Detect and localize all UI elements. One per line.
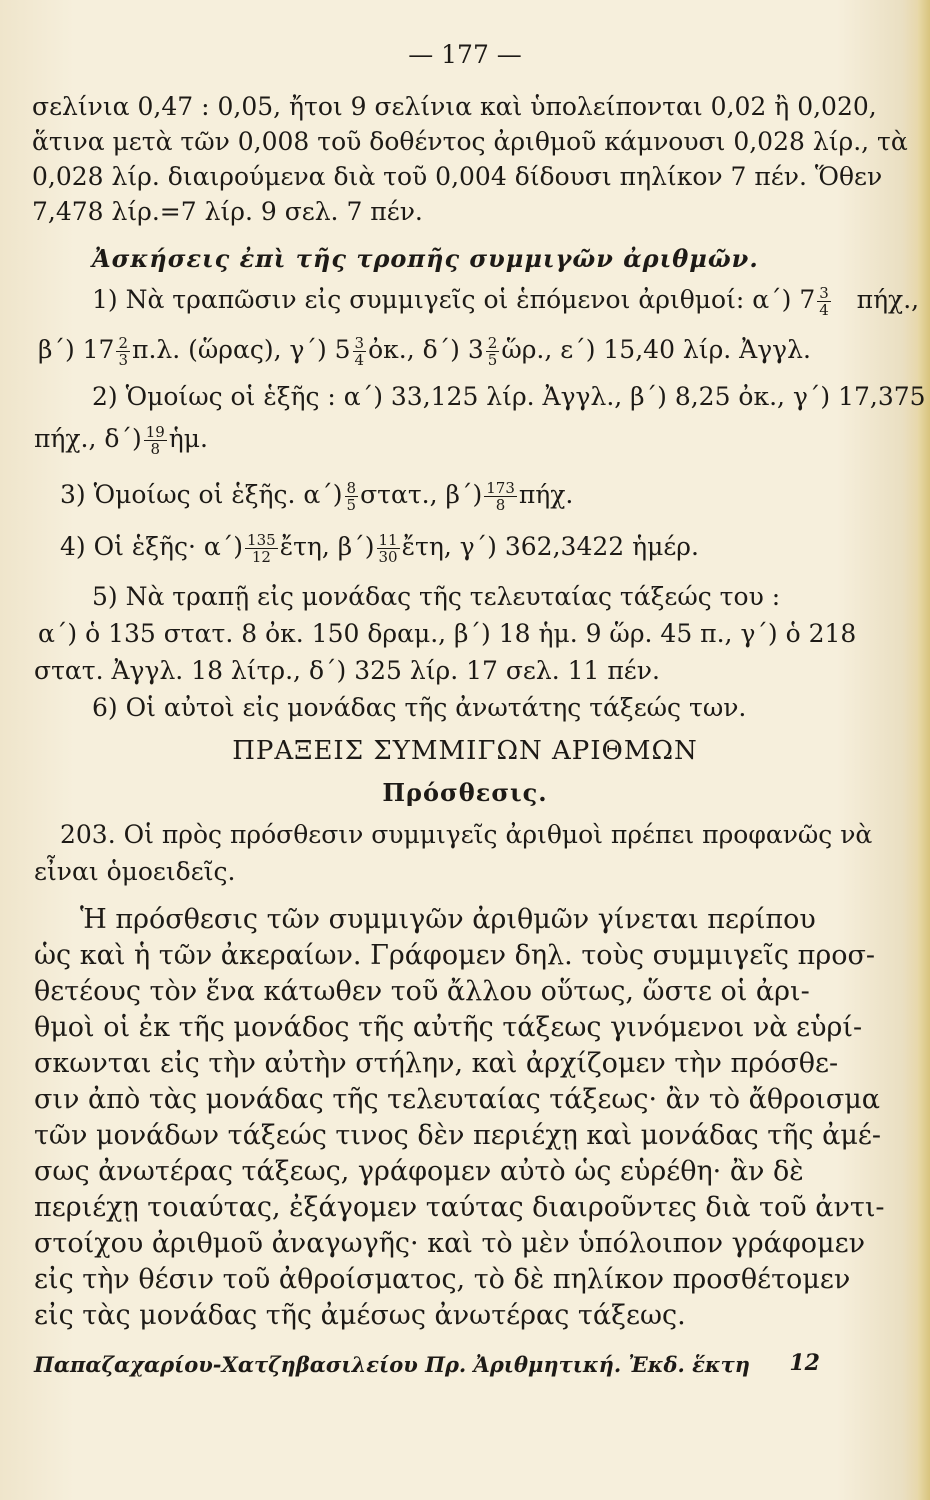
exercises-heading: Ἀσκήσεις ἐπὶ τῆς τροπῆς συμμιγῶν ἀριθμῶν. bbox=[92, 244, 759, 273]
exercise-6: 6) Οἱ αὐτοὶ εἰς μονάδας τῆς ἀνωτάτης τάξεώς των. bbox=[92, 693, 747, 722]
exercise-text: π.λ. (ὥρας), γ΄) 5 bbox=[132, 335, 351, 364]
fraction-numerator: 135 bbox=[247, 531, 276, 549]
main-paragraph-line: θμοὶ οἱ ἐκ τῆς μονάδος τῆς αὐτῆς τάξεως γινόμενοι νὰ εὑρί- bbox=[34, 1012, 863, 1043]
section-title: ΠΡΑΞΕΙΣ ΣΥΜΜΙΓΩΝ ΑΡΙΘΜΩΝ bbox=[232, 736, 698, 766]
fraction bbox=[345, 480, 359, 513]
main-paragraph-line: τῶν μονάδων τάξεώς τινος δὲν περιέχῃ καὶ μονάδας τῆς ἀμέ- bbox=[34, 1120, 881, 1151]
exercise-text: ὀκ., δ΄) 3 bbox=[368, 335, 484, 364]
paragraph-line: 0,028 λίρ. διαιρούμενα διὰ τοῦ 0,004 δίδουσι πηλίκον 7 πέν. Ὅθεν bbox=[32, 162, 883, 191]
fraction-numerator: 173 bbox=[486, 479, 515, 497]
fraction bbox=[377, 532, 400, 565]
fraction-denominator: 8 bbox=[495, 496, 506, 514]
main-paragraph-line: σιν ἀπὸ τὰς μονάδας τῆς τελευταίας τάξεως· ἂν τὸ ἄθροισμα bbox=[34, 1084, 881, 1115]
exercise-2-line-1: 2) Ὁμοίως οἱ ἑξῆς : α΄) 33,125 λίρ. Ἀγγλ., β΄) 8,25 ὀκ., γ΄) 17,375 bbox=[92, 382, 926, 411]
exercise-text: ὥρ., ε΄) 15,40 λίρ. Ἀγγλ. bbox=[501, 335, 811, 364]
fraction-numerator: 2 bbox=[487, 334, 498, 352]
main-paragraph-line: στοίχου ἀριθμοῦ ἀναγωγῆς· καὶ τὸ μὲν ὑπόλοιπον γράφομεν bbox=[34, 1228, 866, 1259]
fraction-denominator: 30 bbox=[378, 548, 398, 566]
exercise-text: πήχ., bbox=[856, 285, 920, 314]
exercise-text: πήχ., δ΄) bbox=[34, 424, 142, 453]
main-paragraph-line: σκωνται εἰς τὴν αὐτὴν στήλην, καὶ ἀρχίζομεν τὴν πρόσθε- bbox=[34, 1048, 839, 1079]
exercise-text: β΄) 17 bbox=[38, 335, 115, 364]
fraction bbox=[144, 424, 167, 457]
main-paragraph-line: εἰς τὰς μονάδας τῆς ἀμέσως ἀνωτέρας τάξεως. bbox=[34, 1300, 686, 1331]
fraction-numerator: 8 bbox=[346, 479, 357, 497]
fraction bbox=[484, 480, 517, 513]
fraction-numerator: 2 bbox=[118, 334, 129, 352]
exercise-text: πήχ. bbox=[518, 480, 574, 509]
exercise-1-line-2 bbox=[38, 333, 930, 368]
exercise-5-line: στατ. Ἀγγλ. 18 λίτρ., δ΄) 325 λίρ. 17 σελ. 11 πέν. bbox=[34, 656, 660, 685]
fraction-numerator: 3 bbox=[354, 334, 365, 352]
subheading: Πρόσθεσις. bbox=[382, 778, 548, 807]
exercise-text: ἔτη, β΄) bbox=[279, 532, 375, 561]
footer-sheet-number: 12 bbox=[789, 1350, 820, 1376]
main-paragraph-line: θετέους τὸν ἕνα κάτωθεν τοῦ ἄλλου οὕτως, ὥστε οἱ ἀρι- bbox=[34, 976, 810, 1007]
exercise-5-line: 5) Νὰ τραπῇ εἰς μονάδας τῆς τελευταίας τάξεώς του : bbox=[92, 582, 781, 611]
exercise-text: 4) Οἱ ἑξῆς· α΄) bbox=[60, 532, 244, 561]
exercise-text: ἔτη, γ΄) 362,3422 ἡμέρ. bbox=[401, 532, 699, 561]
paragraph-line: ἅτινα μετὰ τῶν 0,008 τοῦ δοθέντος ἀριθμοῦ κάμνουσι 0,028 λίρ., τὰ bbox=[32, 127, 908, 156]
fraction-denominator: 3 bbox=[118, 351, 129, 369]
main-paragraph-line: περιέχῃ τοιαύτας, ἐξάγομεν ταύτας διαιροῦντες διὰ τοῦ ἀντι- bbox=[34, 1192, 885, 1223]
main-paragraph-line: σως ἀνωτέρας τάξεως, γράφομεν αὐτὸ ὡς εὑρέθη· ἂν δὲ bbox=[34, 1156, 804, 1187]
fraction-denominator: 8 bbox=[150, 440, 161, 458]
fraction bbox=[817, 285, 831, 318]
exercise-1-line-1 bbox=[92, 283, 930, 318]
exercise-text: 1) Νὰ τραπῶσιν εἰς συμμιγεῖς οἱ ἑπόμενοι ἀριθμοί: α΄) 7 bbox=[92, 285, 816, 314]
fraction-denominator: 5 bbox=[487, 351, 498, 369]
page-number: — 177 — bbox=[408, 40, 522, 69]
main-paragraph-line: ὡς καὶ ἡ τῶν ἀκεραίων. Γράφομεν δηλ. τοὺς συμμιγεῖς προσ- bbox=[34, 940, 876, 971]
fraction bbox=[245, 532, 278, 565]
main-paragraph-line: Ἡ πρόσθεσις τῶν συμμιγῶν ἀριθμῶν γίνεται περίπου bbox=[80, 904, 816, 935]
exercise-text: ἡμ. bbox=[168, 424, 208, 453]
fraction-denominator: 4 bbox=[354, 351, 365, 369]
exercise-4 bbox=[60, 530, 930, 565]
fraction-denominator: 5 bbox=[346, 496, 357, 514]
exercise-5-line: α΄) ὁ 135 στατ. 8 ὀκ. 150 δραμ., β΄) 18 ἡμ. 9 ὥρ. 45 π., γ΄) ὁ 218 bbox=[38, 619, 857, 648]
paragraph-203-line: 203. Οἱ πρὸς πρόσθεσιν συμμιγεῖς ἀριθμοὶ πρέπει προφανῶς νὰ bbox=[60, 820, 873, 849]
fraction-numerator: 19 bbox=[145, 423, 165, 441]
exercise-text: στατ., β΄) bbox=[360, 480, 483, 509]
paragraph-line: σελίνια 0,47 : 0,05, ἤτοι 9 σελίνια καὶ ὑπολείπονται 0,02 ἢ 0,020, bbox=[32, 92, 877, 121]
exercise-3 bbox=[60, 478, 930, 513]
fraction bbox=[353, 335, 367, 368]
exercise-2-line-2 bbox=[34, 422, 930, 457]
fraction-numerator: 3 bbox=[819, 284, 829, 302]
fraction-denominator: 4 bbox=[819, 301, 829, 319]
fraction-denominator: 12 bbox=[251, 548, 271, 566]
fraction-numerator: 11 bbox=[378, 531, 398, 549]
exercise-text: 3) Ὁμοίως οἱ ἑξῆς. α΄) bbox=[60, 480, 343, 509]
footer-text: Παπαζαχαρίου-Χατζηβασιλείου Πρ. Ἀριθμητική. Ἐκδ. ἕκτη bbox=[34, 1352, 751, 1377]
paragraph-line: 7,478 λίρ.=7 λίρ. 9 σελ. 7 πέν. bbox=[32, 197, 423, 226]
main-paragraph-line: εἰς τὴν θέσιν τοῦ ἀθροίσματος, τὸ δὲ πηλίκον προσθέτομεν bbox=[34, 1264, 851, 1295]
paragraph-203-line: εἶναι ὁμοειδεῖς. bbox=[34, 857, 236, 886]
fraction bbox=[116, 335, 130, 368]
fraction bbox=[486, 335, 500, 368]
